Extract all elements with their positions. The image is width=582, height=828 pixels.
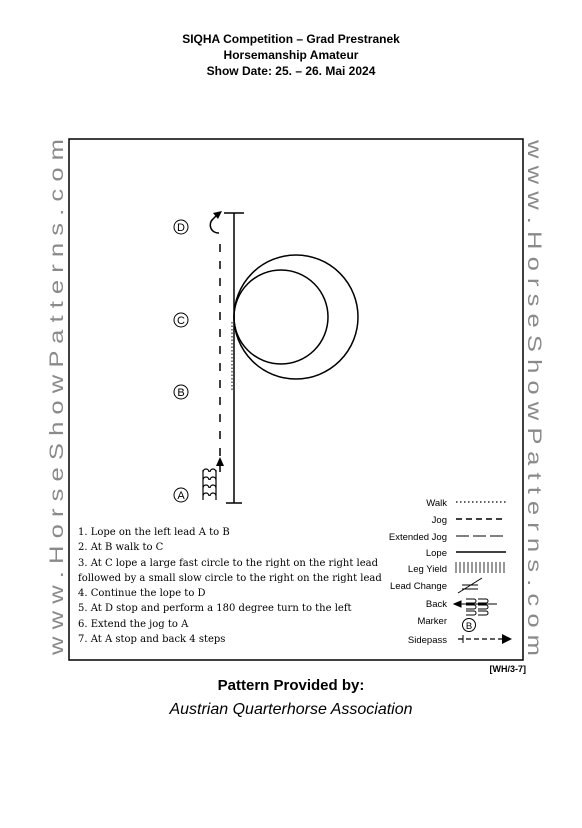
- legend-leg-yield-line: [456, 562, 504, 573]
- svg-text:B: B: [177, 387, 185, 399]
- legend-walk-label: Walk: [426, 498, 447, 509]
- svg-text:C: C: [177, 315, 185, 327]
- legend-lead-change-symbol: [458, 578, 482, 593]
- marker-b: [174, 385, 188, 399]
- watermark-right: w w w . H o r s e S h o w P a t t e r n s . c o m: [523, 140, 544, 523]
- svg-text:A: A: [177, 490, 185, 502]
- back-symbol: [203, 469, 216, 500]
- show-date: Show Date: 25. – 26. Mai 2024: [206, 64, 376, 78]
- legend-back-label: Back: [425, 599, 447, 610]
- lope-line: [224, 213, 244, 503]
- step-3: 3. At C lope a large fast circle to the right on the right lead: [78, 557, 379, 569]
- pattern-code: [WH/3-7]: [489, 664, 526, 674]
- large-circle: [234, 255, 358, 379]
- small-circle: [234, 270, 328, 364]
- competition-title: SIQHA Competition – Grad Prestranek: [182, 32, 400, 46]
- step-3-continued: followed by a small slow circle to the right on the right lead: [78, 572, 382, 584]
- marker-d: [174, 220, 188, 234]
- legend-extended-jog-label: Extended Jog: [388, 532, 447, 543]
- step-1: 1. Lope on the left lead A to B: [78, 527, 230, 538]
- legend-marker-letter: B: [465, 621, 473, 632]
- jog-arrowhead: [216, 457, 224, 466]
- step-2: 2. At B walk to C: [78, 542, 164, 554]
- legend-jog-label: Jog: [431, 515, 447, 526]
- legend-lead-change-label: Lead Change: [389, 581, 447, 592]
- pattern-instructions: [78, 525, 382, 647]
- association-name: Austrian Quarterhorse Association: [169, 701, 413, 718]
- svg-text:D: D: [177, 222, 185, 234]
- class-title: Horsemanship Amateur: [223, 48, 359, 62]
- step-5: 5. At D stop and perform a 180 degree turn to the left: [78, 603, 352, 615]
- legend-marker-label: Marker: [417, 616, 447, 627]
- turn-arrow: [210, 211, 222, 233]
- legend-lope-label: Lope: [425, 548, 447, 559]
- legend-back-symbol: [454, 599, 497, 615]
- legend-sidepass-label: Sidepass: [407, 635, 447, 646]
- marker-c: [174, 313, 188, 327]
- provided-by: Pattern Provided by:: [217, 677, 365, 694]
- legend-sidepass-line: [458, 634, 512, 644]
- watermark-left: w w w . H o r s e S h o w P a t t e r n s . c o m: [47, 272, 68, 655]
- marker-a: [174, 488, 188, 502]
- legend-leg-yield-label: Leg Yield: [407, 564, 447, 575]
- step-6: 6. Extend the jog to A: [78, 618, 189, 630]
- step-4: 4. Continue the lope to D: [78, 588, 206, 600]
- legend: [389, 498, 512, 646]
- step-7: 7. At A stop and back 4 steps: [78, 634, 226, 646]
